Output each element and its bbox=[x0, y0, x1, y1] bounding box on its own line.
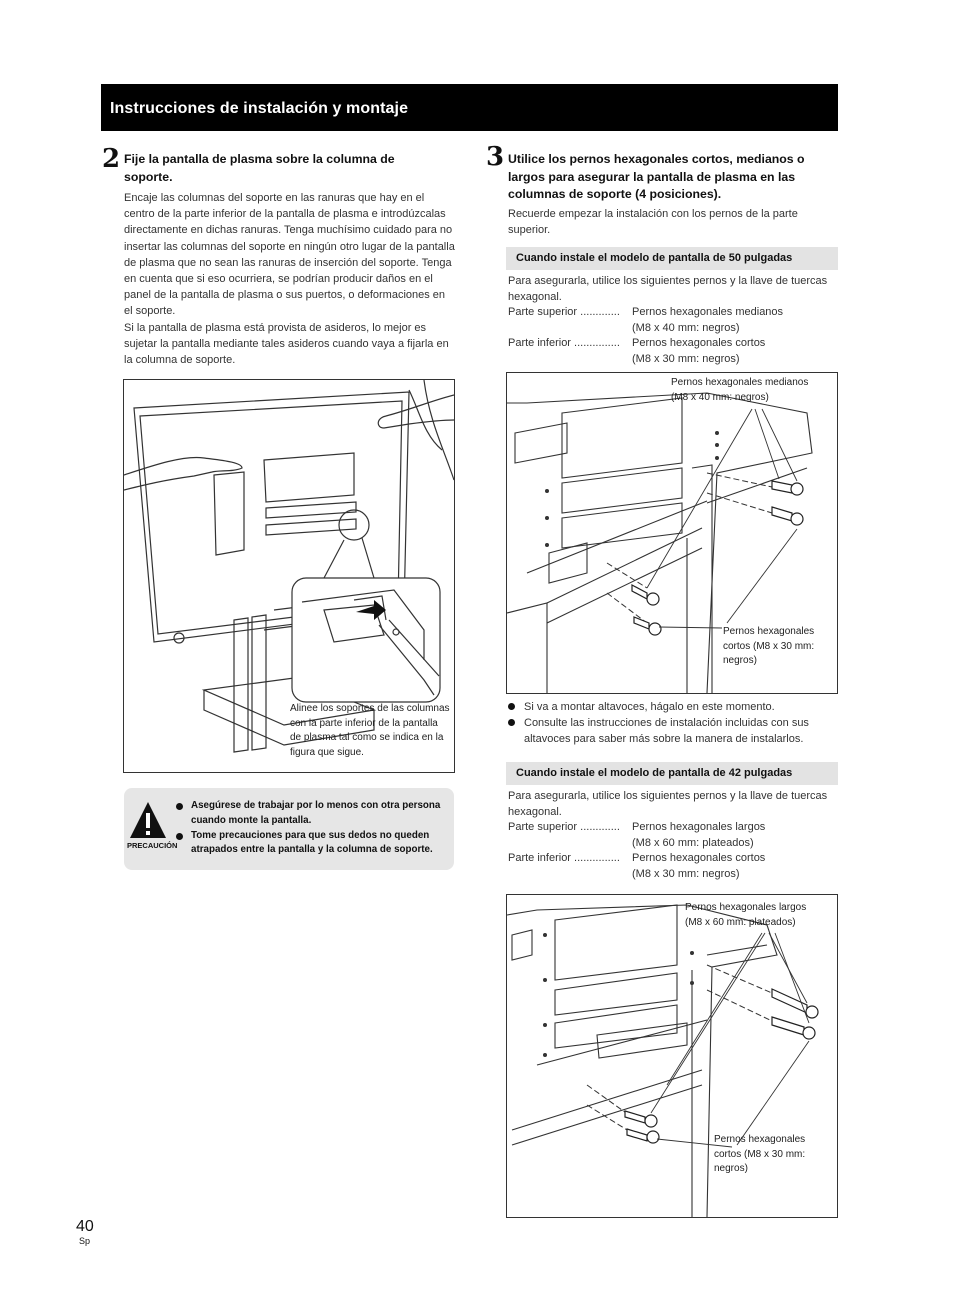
bullet-icon bbox=[508, 703, 515, 710]
spec-row: Parte inferior ............... Pernos hexagonales cortos bbox=[508, 337, 766, 349]
warning-triangle-icon bbox=[128, 800, 168, 840]
bullet-icon bbox=[176, 833, 183, 840]
figure-50-label-short-bolts: Pernos hexagonales cortos (M8 x 30 mm: negros) bbox=[723, 626, 815, 666]
bullet-icon bbox=[508, 719, 515, 726]
step-2-number: 2 bbox=[102, 144, 121, 174]
list-item bbox=[508, 715, 836, 747]
spec-row: Parte inferior ............... Pernos hexagonales cortos bbox=[508, 852, 766, 864]
spec-row: Parte superior ............. Pernos hexagonales medianos bbox=[508, 306, 784, 318]
list-item-text: Consulte las instrucciones de instalación incluidas con sus altavoces para saber más sobre la manera de instalarlos. bbox=[524, 717, 809, 745]
step-3-number: 3 bbox=[486, 142, 505, 172]
figure-42-inch-bolts bbox=[506, 894, 838, 1218]
model-50-banner-text: Cuando instale el modelo de pantalla de 50 pulgadas bbox=[516, 252, 793, 264]
spec-row: (M8 x 60 mm: plateados) bbox=[632, 836, 754, 849]
page-number: 40 bbox=[76, 1218, 94, 1235]
figure-50-label-medium-bolts: Pernos hexagonales medianos (M8 x 40 mm: negros) bbox=[671, 377, 809, 403]
caution-box bbox=[124, 788, 454, 870]
model-50-spec-list bbox=[508, 305, 833, 367]
model-50-intro: Para asegurarla, utilice los siguientes pernos y la llave de tuercas hexagonal. bbox=[508, 275, 828, 303]
list-item bbox=[508, 699, 836, 715]
figure-42-label-long-bolts: Pernos hexagonales largos (M8 x 60 mm: plateados) bbox=[685, 902, 807, 928]
model-42-intro: Para asegurarla, utilice los siguientes pernos y la llave de tuercas hexagonal. bbox=[508, 790, 828, 818]
model-42-banner-text: Cuando instale el modelo de pantalla de 42 pulgadas bbox=[516, 767, 793, 779]
step-2-text bbox=[124, 190, 456, 368]
caution-list bbox=[176, 799, 451, 858]
spec-row: (M8 x 30 mm: negros) bbox=[632, 867, 740, 880]
caution-item bbox=[176, 799, 451, 829]
page-language: Sp bbox=[79, 1236, 91, 1246]
section-header bbox=[101, 84, 838, 131]
figure-mounting-display bbox=[123, 379, 455, 773]
step-2-paragraph-1: Encaje las columnas del soporte en las ranuras que hay en el centro de la parte inferior de la pantalla de plasma e introdúzcalas directamente en dichas ranuras. Tenga muchísimo cuidado para no insertar las columnas del soporte en ningún otro lugar de la pantalla de plasma que no sean las ranuras de inserción del soporte. Tenga en cuenta que si eso ocurriera, se podrían producir daños en el panel de la pantalla de plasma o sus puertos, o deformaciones en el soporte. bbox=[124, 192, 455, 318]
caution-item bbox=[176, 829, 451, 859]
spec-row: (M8 x 30 mm: negros) bbox=[632, 352, 740, 365]
model-42-spec-list bbox=[508, 820, 833, 882]
list-item-text: Si va a montar altavoces, hágalo en este momento. bbox=[524, 701, 775, 713]
model-42-banner bbox=[506, 762, 838, 785]
bullet-icon bbox=[176, 803, 183, 810]
step-3-intro: Recuerde empezar la instalación con los pernos de la parte superior. bbox=[508, 208, 798, 237]
figure-42-label-short-bolts: Pernos hexagonales cortos (M8 x 30 mm: negros) bbox=[714, 1134, 806, 1174]
caution-item-text: Asegúrese de trabajar por lo menos con otra persona cuando monte la pantalla. bbox=[191, 800, 441, 826]
step-2-paragraph-2: Si la pantalla de plasma está provista de asideros, lo mejor es sujetar la pantalla mediante tales asideros cuando vaya a fijarla en la columna de soporte. bbox=[124, 321, 449, 367]
step-3-heading: Utilice los pernos hexagonales cortos, medianos o largos para asegurar la pantalla de plasma en las columnas de soporte (4 posiciones). bbox=[508, 152, 805, 201]
spec-row: Parte superior ............. Pernos hexagonales largos bbox=[508, 821, 766, 833]
figure-50-inch-bolts bbox=[506, 372, 838, 694]
step-2-heading: Fije la pantalla de plasma sobre la columna de soporte. bbox=[124, 152, 395, 184]
caution-label: PRECAUCIÓN bbox=[127, 841, 178, 850]
section-title: Instrucciones de instalación y montaje bbox=[110, 100, 409, 117]
caution-item-text: Tome precauciones para que sus dedos no queden atrapados entre la pantalla y la columna de soporte. bbox=[191, 829, 433, 856]
model-50-banner bbox=[506, 247, 838, 270]
spec-row: (M8 x 40 mm: negros) bbox=[632, 321, 740, 334]
speaker-notes-list bbox=[508, 699, 836, 747]
figure-caption-align-supports: Alinee los soportes de las columnas con la parte inferior de la pantalla de plasma tal como se indica en la figura que sigue. bbox=[290, 703, 450, 758]
